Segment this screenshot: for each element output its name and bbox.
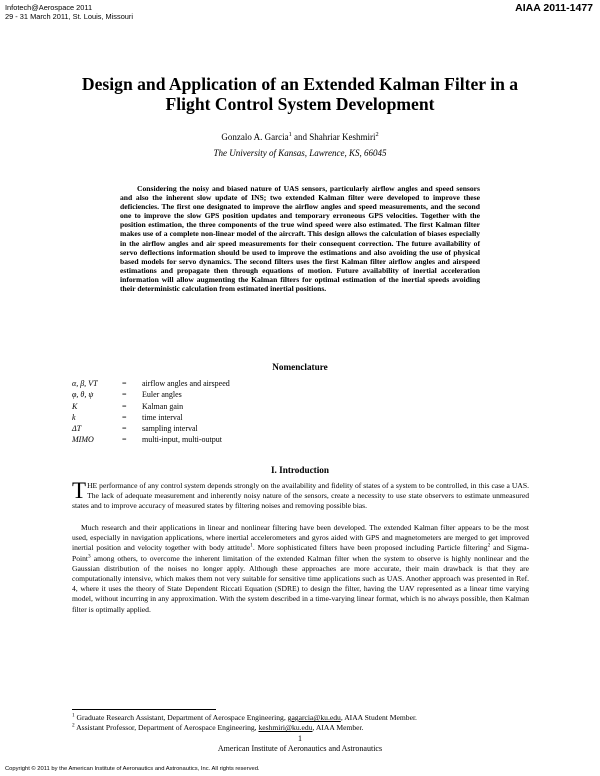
author-line (40, 132, 560, 143)
footnote-1-tail: , AIAA Student Member. (340, 713, 417, 722)
affiliation: The University of Kansas, Lawrence, KS, 66045 (213, 148, 387, 158)
footnote-2-email-link[interactable]: keshmiri@ku.edu (258, 723, 313, 732)
nomenclature-heading: Nomenclature (272, 362, 328, 372)
nomenclature-equals: = (122, 424, 127, 434)
nomenclature-symbol: MIMO (72, 435, 94, 445)
nomenclature-equals: = (122, 390, 127, 400)
nomenclature-row (72, 412, 230, 423)
nomenclature-desc: time interval (142, 412, 183, 422)
footnote-1 (72, 713, 417, 722)
intro-paragraph-2-text-d: among others, to overcome the inherent limitation of the extended Kalman filter when the system to observe is highly nonlinear and the Gaussian distribution of the noises no longer apply. Although these approaches are more accurate, their main drawback is that they are computationally intensive, which makes them not very suitable for sensitive time applications such as UAS. Another approach was presented in Ref. 4, where it uses the theory of State Dependent Riccati Equation (SDRE) to design the filter, having the UAV represented as a linear time varying model, without incurring in any approximation. With the system described in a time-varying linear format, which is no always possible, then Kalman filter is optimally applied. (72, 553, 529, 614)
nomenclature-equals: = (122, 435, 127, 445)
footnote-2-text: Assistant Professor, Department of Aerospace Engineering, (74, 723, 259, 732)
nomenclature-equals: = (122, 401, 127, 411)
footnote-2-tail: , AIAA Member. (312, 723, 364, 732)
footnote-divider (72, 709, 216, 710)
paper-id: AIAA 2011-1477 (515, 2, 593, 14)
intro-paragraph-1-text: HE performance of any control system depends strongly on the availability and fidelity of states of a system to be controlled, in this case a UAS. The lack of adequate measurement and inherently noisy nature of the sensors, create a necessity to use state observers to estimate unmeasured states and to improve accuracy of measured states by filtering noises and removing possible bias. (72, 481, 529, 511)
intro-paragraph-2-text-b: . More sophisticated filters have been proposed including Particle filtering (252, 543, 488, 553)
nomenclature-symbol: k (72, 412, 76, 422)
conference-header (5, 3, 133, 21)
intro-paragraph-2-text-a: Much research and their applications in linear and nonlinear filtering have been developed. The extended Kalman filter appears to be the most used, especially in navigation applications, where inertial accelerometers and gyros aided with GPS and magnetometers are merged to get improved inertial position and velocity together with body attitude (72, 523, 529, 553)
copyright-notice: Copyright © 2011 by the American Institute of Aeronautics and Astronautics, Inc. All rights reserved. (5, 766, 260, 772)
paper-title (40, 74, 560, 114)
drop-cap: T (72, 478, 87, 503)
conference-dates: 29 - 31 March 2011, St. Louis, Missouri (5, 12, 134, 22)
intro-paragraph-2-text-c: and Sigma-Point (72, 543, 529, 563)
author-1: Gonzalo A. Garcia (221, 132, 289, 142)
footnote-1-mark: 1 (72, 712, 75, 719)
nomenclature-desc: multi-input, multi-output (142, 435, 222, 445)
nomenclature-row (72, 423, 230, 434)
nomenclature-equals: = (122, 379, 127, 388)
nomenclature-symbol: α, β, VT (72, 379, 98, 388)
citation-ref-1: 1 (250, 542, 253, 549)
author-2: Shahriar Keshmiri (309, 132, 376, 142)
footnote-1-text: Graduate Research Assistant, Department of Aerospace Engineering, (74, 713, 288, 722)
nomenclature-table (72, 378, 230, 446)
nomenclature-symbol: ΔT (72, 424, 82, 434)
intro-paragraph-1 (72, 478, 529, 512)
title-line-1: Design and Application of an Extended Kalman Filter in a (81, 74, 519, 94)
nomenclature-equals: = (122, 412, 127, 422)
section-heading-introduction: I. Introduction (270, 465, 330, 475)
intro-paragraph-2 (72, 523, 529, 615)
nomenclature-desc: Kalman gain (142, 401, 184, 411)
footnote-1-email-link[interactable]: gagarcia@ku.edu (287, 713, 341, 722)
publisher-line: American Institute of Aeronautics and Astronautics (217, 744, 383, 753)
conference-name: Infotech@Aerospace 2011 (5, 3, 93, 12)
author-1-mark: 1 (288, 131, 292, 138)
page-number: 1 (298, 734, 302, 743)
nomenclature-desc: airflow angles and airspeed (142, 379, 230, 388)
abstract: Considering the noisy and biased nature of UAS sensors, particularly airflow angles and speed sensors and also the inherent slow update of INS; two extended Kalman filter were developed to improve these deficiencies. The first one designated to improve the airflow angles and speed measurements, and the second one to improve the slow GPS position updates and temporary erroneous GPS velocities. Together with the position estimation, the three components of the true wind speed were also estimated. The first Kalman filter makes use of a complete non-linear model of the aircraft. This design allows the calculation of biases especially in the airflow angles and air speed measurements for their consequent correction. The future availability of servo deflections information should be used to improve the estimations and also avoiding the use of physical based models for servo dynamics. The second filters uses the first Kalman filter airflow angles and airspeed estimations and propagate then through equations of motion. Future availability of inertial acceleration information will allow augmenting the Kalman filters for optimal estimation of the inertial speeds avoiding their deterministic calculation from estimated inertial positions. (120, 184, 480, 294)
footnote-2 (72, 723, 364, 732)
citation-ref-3: 3 (88, 553, 91, 560)
title-line-2: Flight Control System Development (165, 94, 435, 114)
nomenclature-row (72, 389, 230, 400)
author-2-mark: 2 (375, 131, 379, 138)
nomenclature-row (72, 401, 230, 412)
author-conj: and (291, 132, 310, 142)
nomenclature-desc: Euler angles (142, 390, 182, 400)
footnote-2-mark: 2 (72, 722, 75, 729)
citation-ref-2: 2 (487, 542, 491, 549)
nomenclature-desc: sampling interval (142, 424, 198, 434)
nomenclature-symbol: K (72, 401, 78, 411)
nomenclature-row (72, 378, 230, 389)
nomenclature-symbol: φ, θ, ψ (72, 390, 94, 400)
nomenclature-row (72, 434, 230, 445)
